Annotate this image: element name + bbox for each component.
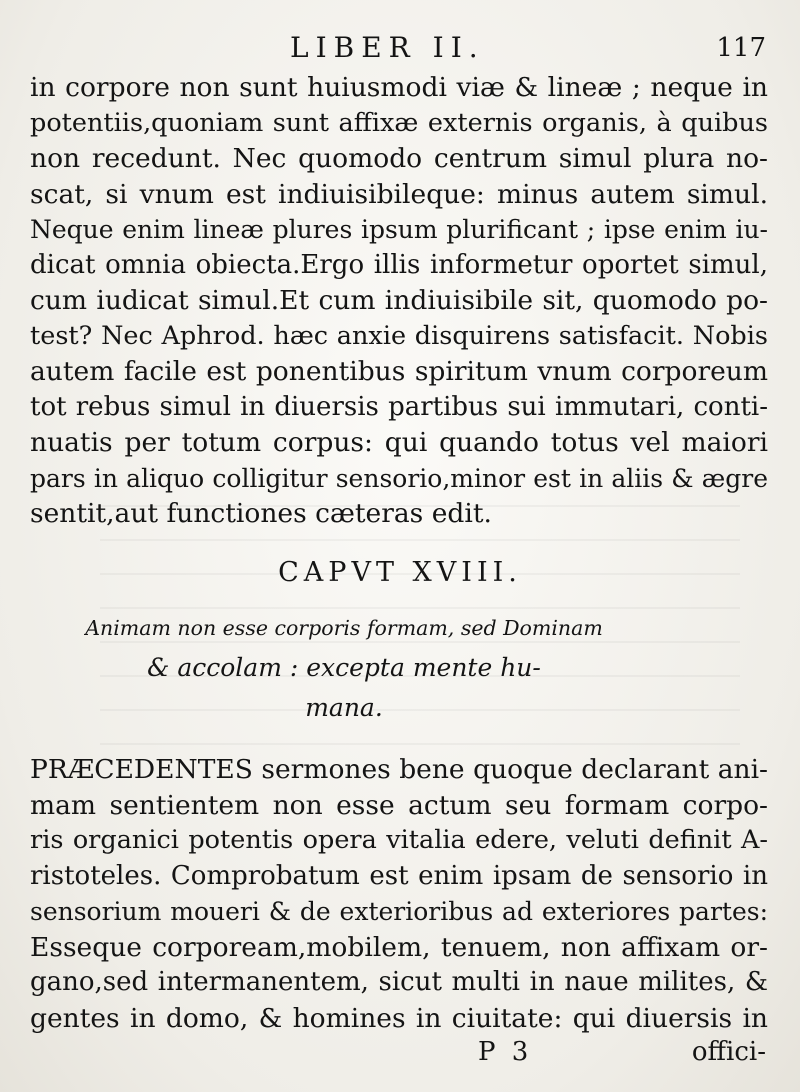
text-line: potentiis,quoniam sunt affixæ externis organis, à quibus xyxy=(30,107,768,138)
subtitle-line: & accolam : excepta mente hu- xyxy=(147,653,541,682)
text-line: non recedunt. Nec quomodo centrum simul plura no- xyxy=(30,143,768,174)
text-line: dicat omnia obiecta.Ergo illis informetur oportet simul, xyxy=(30,249,768,280)
text-line: mam sentientem non esse actum seu formam corpo- xyxy=(30,789,768,821)
text-line: ris organici potentis opera vitalia edere, veluti definit A- xyxy=(30,825,768,855)
main-paragraph xyxy=(30,752,768,1036)
text-line: tot rebus simul in diuersis partibus sui immutari, conti- xyxy=(30,391,768,422)
page-footer xyxy=(0,1034,800,1074)
chapter-heading: CAPVT XVIII. xyxy=(278,557,522,588)
catchword: offici- xyxy=(691,1037,766,1067)
subtitle-line: mana. xyxy=(305,693,383,722)
text-line: gentes in domo, & homines in ciuitate: qui diuersis in xyxy=(30,1002,768,1034)
text-line: gano,sed intermanentem, sicut multi in naue milites, & xyxy=(30,967,768,997)
opening-line: PRÆCEDENTES sermones bene quoque declarant ani- xyxy=(30,754,768,785)
running-head: LIBER II. xyxy=(290,31,485,64)
text-line: sensorium moueri & de exterioribus ad exteriores partes: xyxy=(30,897,768,926)
text-line: pars in aliquo colligitur sensorio,minor est in aliis & ægre xyxy=(30,463,768,493)
text-line: sentit,aut functiones cæteras edit. xyxy=(30,498,492,529)
top-paragraph xyxy=(30,70,768,532)
signature-mark: P 3 xyxy=(478,1037,533,1067)
text-line: in corpore non sunt huiusmodi viæ & lineæ ; neque in xyxy=(30,72,768,103)
chapter-subtitle xyxy=(84,608,604,728)
text-line: scat, si vnum est indiuisibileque: minus autem simul. xyxy=(30,178,768,210)
text-line: cum iudicat simul.Et cum indiuisibile sit, quomodo po- xyxy=(30,285,768,316)
text-line: Esseque corpoream,mobilem, tenuem, non affixam or- xyxy=(30,931,768,963)
page-number: 117 xyxy=(716,33,766,63)
text-line: nuatis per totum corpus: qui quando totus vel maiori xyxy=(30,427,768,458)
text-line: autem facile est ponentibus spiritum vnum corporeum xyxy=(30,356,768,387)
subtitle-line: Animam non esse corporis formam, sed Dominam xyxy=(85,616,603,640)
page-header xyxy=(0,30,800,70)
text-line: test? Nec Aphrod. hæc anxie disquirens satisfacit. Nobis xyxy=(30,320,768,351)
text-line: ristoteles. Comprobatum est enim ipsam de sensorio in xyxy=(30,860,768,891)
text-line: Neque enim lineæ plures ipsum plurificant ; ipse enim iu- xyxy=(30,215,768,244)
